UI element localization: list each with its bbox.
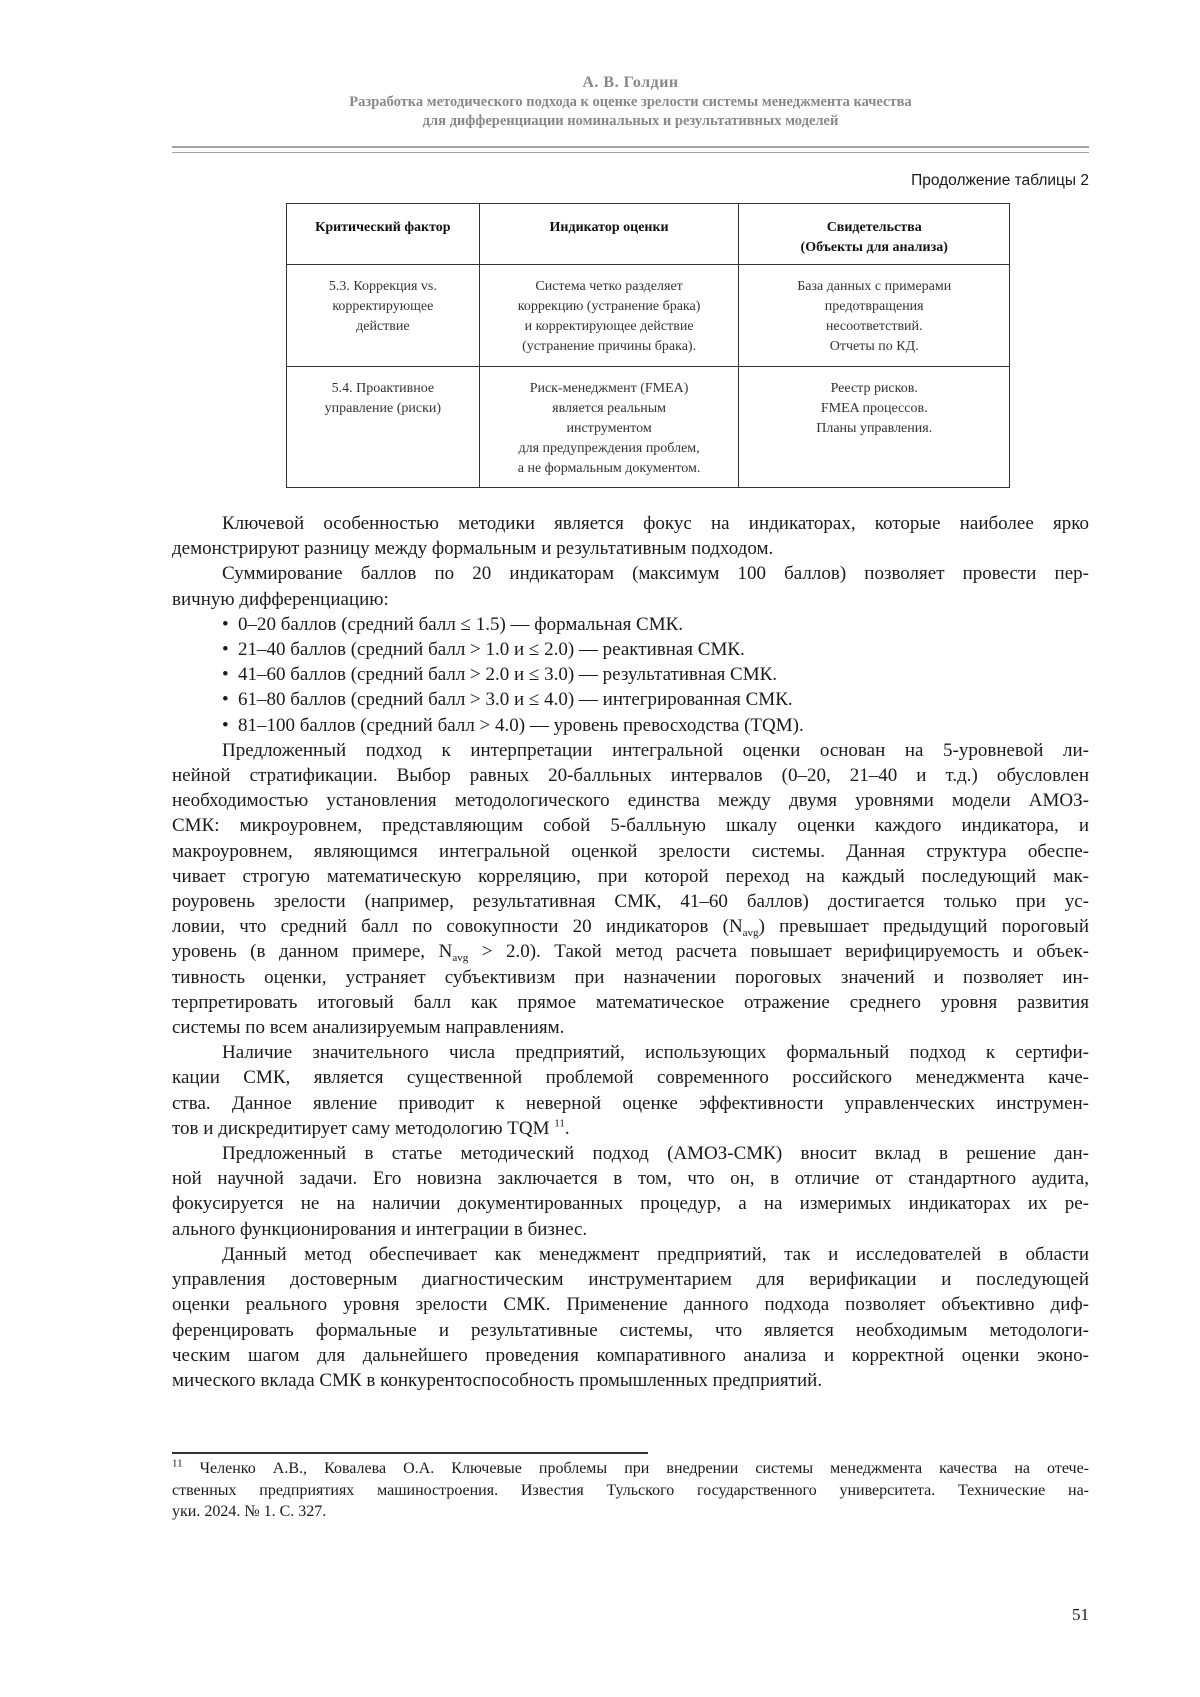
cell-indicator: Система четко разделяет коррекцию (устранение брака) и корректирующее действие (устранение причины брака). — [479, 265, 739, 367]
list-item: • 61–80 баллов (средний балл > 3.0 и ≤ 4.0) — интегрированная СМК. — [222, 689, 793, 711]
table-row — [287, 367, 1010, 488]
list-item: • 21–40 баллов (средний балл > 1.0 и ≤ 2.0) — реактивная СМК. — [222, 639, 745, 661]
footnote-reference[interactable]: 11 — [554, 1117, 565, 1130]
text-line: нейной стратификации. Выбор равных 20-балльных интервалов (0–20, 21–40 и т.д.) обусловлен — [172, 765, 1089, 787]
running-head-title-line2: для дифференциации номинальных и результативных моделей — [422, 113, 839, 129]
footnote-line: $^{11}$ Челенко А.В., Ковалева О.А. Ключевые проблемы при внедрении системы менеджмента качества на отече- — [172, 1457, 1089, 1477]
criteria-table — [286, 203, 1010, 488]
header-indicator: Индикатор оценки — [479, 204, 739, 265]
header-rule-top — [172, 146, 1089, 148]
table-header-row — [287, 204, 1010, 265]
text-line: вичную дифференциацию: — [172, 588, 389, 610]
text-line: Предложенный подход к интерпретации интегральной оценки основан на 5-уровневой ли- — [222, 739, 1089, 761]
cell-indicator: Риск-менеджмент (FMEA) является реальным инструментом для предупреждения проблем, а не формальным документом. — [479, 367, 739, 488]
running-head-author: А. В. Голдин — [582, 74, 679, 91]
score-ranges-list — [172, 612, 1089, 738]
footnote-separator — [172, 1452, 648, 1454]
paragraph — [172, 1141, 1089, 1242]
paragraph — [172, 1242, 1089, 1393]
list-item: • 81–100 баллов (средний балл > 4.0) — уровень превосходства (TQM). — [222, 714, 804, 736]
text-line: необходимостью установления методологического единства между двумя уровнями модели АМОЗ- — [172, 790, 1089, 812]
text-line: тивность оценки, устраняет субъективизм при назначении пороговых значений и позволяет ин- — [172, 966, 1089, 988]
cell-factor: 5.3. Коррекция vs. корректирующее действие — [287, 265, 480, 367]
table-caption: Продолжение таблицы 2 — [911, 172, 1089, 189]
text-line: Суммирование баллов по 20 индикаторам (максимум 100 баллов) позволяет провести пер- — [222, 563, 1089, 585]
text-line: демонстрируют разницу между формальным и результативным подходом. — [172, 538, 774, 560]
text-line: ческим шагом для дальнейшего проведения компаративного анализа и корректной оценки эконо- — [172, 1344, 1089, 1366]
text-line: кации СМК, является существенной проблемой современного российского менеджмента каче- — [172, 1067, 1089, 1089]
text-line: ференцировать формальные и результативные системы, что является необходимым методологи- — [172, 1319, 1089, 1341]
text-line: терпретировать итоговый балл как прямое математическое отражение среднего уровня развития — [172, 991, 1089, 1013]
text-line: макроуровнем, являющимся интегральной оценкой зрелости системы. Данная структура обеспе- — [172, 840, 1089, 862]
text-line: фокусируется не на наличии документированных процедур, а на измеримых индикаторах их ре- — [172, 1193, 1089, 1215]
header-rule-bottom — [172, 152, 1089, 153]
footnote-line: уки. 2024. № 1. С. 327. — [172, 1503, 327, 1520]
list-item: • 41–60 баллов (средний балл > 2.0 и ≤ 3.0) — результативная СМК. — [222, 664, 778, 686]
paragraph — [172, 511, 1089, 561]
text-line: ального функционирования и интеграции в бизнес. — [172, 1218, 588, 1240]
running-head-title-line1: Разработка методического подхода к оценке зрелости системы менеджмента качества — [349, 94, 912, 110]
text-line: чивает строгую математическую корреляцию, при которой переход на каждый последующий мак- — [172, 865, 1089, 887]
text-line: Предложенный в статье методический подход (АМОЗ-СМК) вносит вклад в решение дан- — [222, 1143, 1089, 1165]
footnote-mark: 11 — [172, 1457, 183, 1470]
text-line: оценки реального уровня зрелости СМК. Применение данного подхода позволяет объективно диф- — [172, 1294, 1089, 1316]
text-line: мического вклада СМК в конкурентоспособность промышленных предприятий. — [172, 1369, 823, 1391]
text-line: системы по всем анализируемым направлениям. — [172, 1017, 565, 1039]
text-line: уровень (в данном примере, $N_{avg} > 2.0$). Такой метод расчета повышает верифицируемость и объек- — [172, 941, 1090, 965]
text-line: Ключевой особенностью методики является фокус на индикаторах, которые наиболее ярко — [222, 513, 1089, 534]
paragraph — [172, 1040, 1089, 1141]
text-line: ства. Данное явление приводит к неверной оценке эффективности управленческих инструмен- — [172, 1092, 1089, 1114]
header-evidence: Свидетельства (Объекты для анализа) — [739, 204, 1010, 265]
text-line: роуровень зрелости (например, результативная СМК, 41–60 баллов) достигается только при ус- — [172, 891, 1089, 913]
running-head — [172, 73, 1089, 131]
text-line: ловии, что средний балл по совокупности 20 индикаторов $(N_{avg})$ превышает предыдущий пороговый — [172, 916, 1089, 940]
footnote — [172, 1458, 1089, 1523]
text-line: СМК: микроуровнем, представляющим собой 5-балльную шкалу оценки каждого индикатора, и — [172, 815, 1089, 837]
footnote-line: ственных предприятиях машиностроения. Известия Тульского государственного университета. Технические на- — [172, 1481, 1089, 1499]
text-line: Наличие значительного числа предприятий, использующих формальный подход к сертифи- — [222, 1042, 1089, 1064]
paragraph — [172, 561, 1089, 611]
cell-evidence: База данных с примерами предотвращения несоответствий. Отчеты по КД. — [739, 265, 1010, 367]
text-line: ной научной задачи. Его новизна заключается в том, что он, в отличие от стандартного аудита, — [172, 1168, 1089, 1190]
text-line: Данный метод обеспечивает как менеджмент предприятий, так и исследователей в области — [222, 1243, 1089, 1265]
text-line: тов и дискредитирует саму методологию TQM $^{11}$. — [172, 1117, 570, 1139]
page-number: 51 — [1072, 1605, 1089, 1624]
header-critical-factor: Критический фактор — [287, 204, 480, 265]
cell-factor: 5.4. Проактивное управление (риски) — [287, 367, 480, 488]
paragraph — [172, 738, 1089, 1040]
text-line: управления достоверным диагностическим инструментарием для верификации и последующей — [172, 1269, 1089, 1291]
list-item: • 0–20 баллов (средний балл ≤ 1.5) — формальная СМК. — [222, 613, 684, 635]
table-row — [287, 265, 1010, 367]
article-body — [172, 511, 1089, 1393]
cell-evidence: Реестр рисков. FMEA процессов. Планы управления. — [739, 367, 1010, 488]
